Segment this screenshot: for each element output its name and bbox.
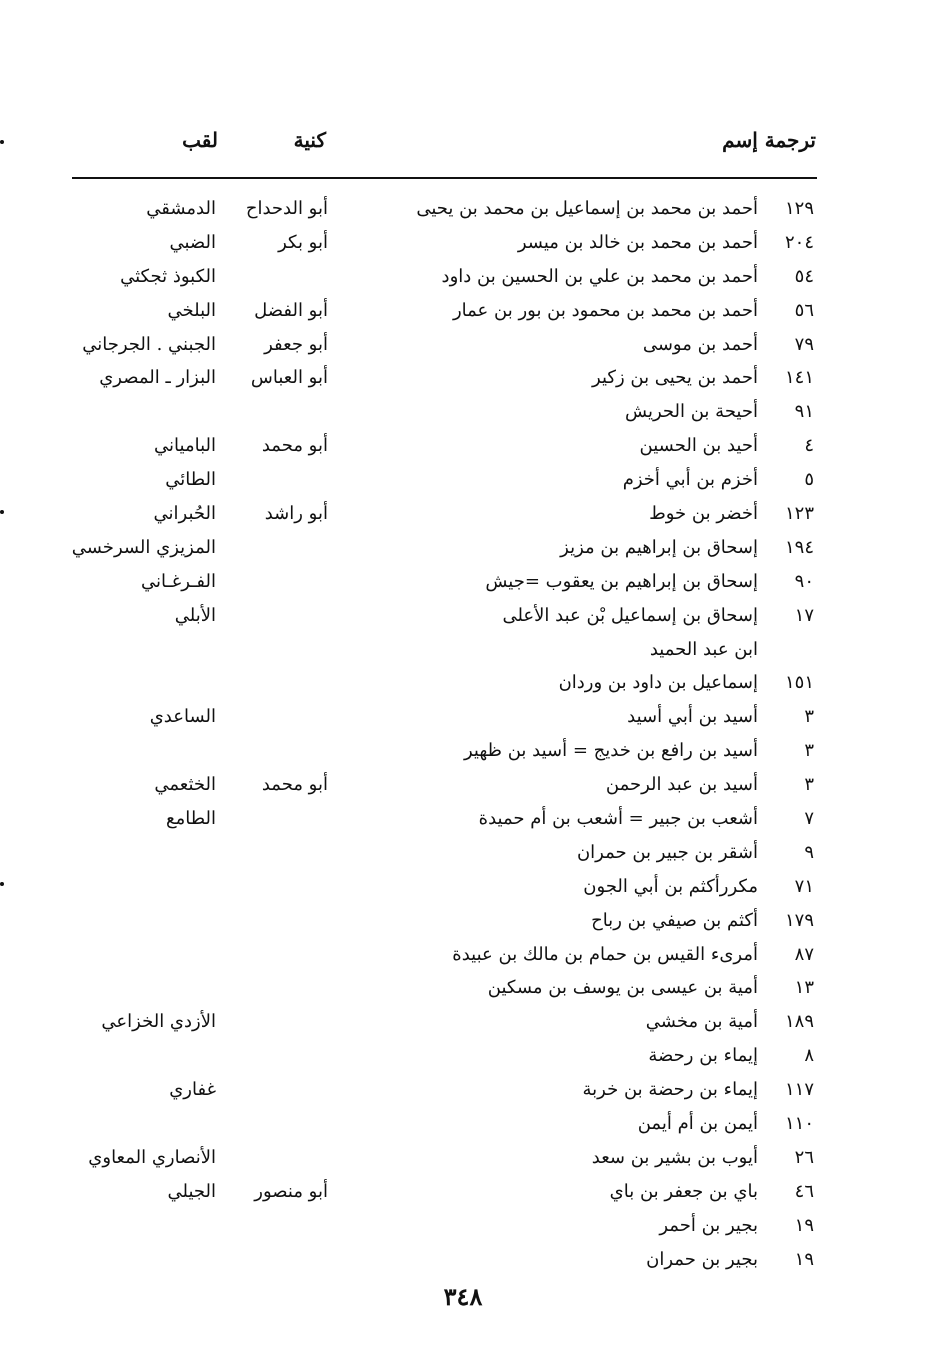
column-header-name: ترجمة إسم	[722, 128, 816, 152]
entry-name: أحمد بن موسى	[642, 333, 758, 355]
page-number: ٣٤٨	[443, 1282, 483, 1311]
entry-name: أمية بن عيسى بن يوسف بن مسكين	[487, 977, 758, 999]
table-row	[0, 701, 926, 735]
entry-number: ١٢٣	[784, 503, 814, 525]
entry-name: ابن عبد الحميد	[649, 638, 758, 660]
entry-number: ٣	[804, 706, 814, 728]
table-row	[0, 1006, 926, 1040]
table-row	[0, 1142, 926, 1176]
entry-number: ٩	[804, 841, 814, 863]
table-row	[0, 1074, 926, 1108]
table-row	[0, 803, 926, 837]
table-row	[0, 1176, 926, 1210]
entry-number: ٨	[804, 1045, 814, 1067]
entry-laqab: الطائي	[165, 469, 216, 491]
entry-laqab: المزيزي السرخسي	[71, 536, 216, 558]
entry-laqab: الجيلي	[167, 1180, 216, 1202]
entry-number: ١٣	[794, 977, 814, 999]
table-row	[0, 566, 926, 600]
header-divider	[72, 177, 817, 179]
entry-laqab: البلخي	[167, 299, 216, 321]
entry-number: ١٩	[794, 1214, 814, 1236]
entry-number: ٣	[804, 740, 814, 762]
entry-kunya: أبو بكر	[278, 231, 328, 253]
entry-laqab: الفـرغـاني	[141, 570, 216, 592]
table-row	[0, 1108, 926, 1142]
entry-laqab: الجبني . الجرجاني	[82, 333, 216, 355]
entry-name: أيمن بن أم أيمن	[637, 1113, 758, 1135]
entry-name: أسيد بن عبد الرحمن	[605, 774, 758, 796]
entry-number: ١٧	[794, 604, 814, 626]
entry-number: ١٥١	[784, 672, 814, 694]
entry-number: ٤	[804, 435, 814, 457]
entry-name: مكررأكثم بن أبي الجون	[583, 875, 758, 897]
entry-number: ٩١	[794, 401, 814, 423]
entry-laqab: الأنصاري المعاوي	[88, 1146, 216, 1168]
entry-name: باي بن جعفر بن باي	[609, 1180, 758, 1202]
entry-laqab: الضبي	[169, 231, 216, 253]
entry-kunya: أبو الفضل	[254, 299, 328, 321]
entry-kunya: أبو راشد	[264, 503, 328, 525]
entry-number: ٧	[804, 808, 814, 830]
entry-number: ١١٧	[784, 1079, 814, 1101]
entry-name: أشقر بن جبير بن حمران	[576, 841, 758, 863]
entry-name: أخضر بن خوط	[649, 503, 758, 525]
entry-name: أكثم بن صيفي بن رباح	[591, 909, 758, 931]
entry-laqab: الطامع	[166, 808, 216, 830]
table-row	[0, 871, 926, 905]
entry-laqab: الكبوذ ثجكثي	[120, 265, 216, 287]
entry-name: أحمد بن محمد بن خالد بن ميسر	[517, 231, 758, 253]
entry-name: إسحاق بن إبراهيم بن مزيز	[560, 536, 758, 558]
entry-number: ٥٤	[794, 265, 814, 287]
table-row	[0, 634, 926, 668]
table-row	[0, 1244, 926, 1278]
entry-name: أحمد بن محمد بن علي بن الحسين بن داود	[441, 265, 758, 287]
column-header-laqab: لقب	[182, 128, 218, 152]
table-row	[0, 362, 926, 396]
entry-laqab: الخثعمي	[154, 774, 216, 796]
entry-laqab: البزار ـ المصري	[99, 367, 216, 389]
entry-name: بجير بن حمران	[646, 1248, 758, 1270]
entry-laqab: غفاري	[169, 1079, 216, 1101]
entry-number: ١٩٤	[784, 536, 814, 558]
entry-number: ١٨٩	[784, 1011, 814, 1033]
entry-name: أخزم بن أبي أخزم	[622, 469, 758, 491]
table-row	[0, 329, 926, 363]
entry-name: بجير بن أحمر	[659, 1214, 758, 1236]
entry-number: ٥	[804, 469, 814, 491]
entry-laqab: الأبلي	[174, 604, 216, 626]
entry-name: إسحاق بن إبراهيم بن يعقوب =جيش	[485, 570, 758, 592]
entry-number: ٧٩	[794, 333, 814, 355]
table-row	[0, 295, 926, 329]
index-table	[0, 193, 926, 1278]
entry-laqab: الدمشقي	[146, 198, 216, 219]
table-row	[0, 1210, 926, 1244]
entry-number: ٧١	[794, 875, 814, 897]
table-row	[0, 600, 926, 634]
entry-kunya: أبو محمد	[261, 774, 328, 796]
entry-laqab: البامياني	[154, 435, 216, 457]
table-row	[0, 972, 926, 1006]
table-row	[0, 396, 926, 430]
margin-mark	[0, 882, 4, 886]
entry-number: ٤٦	[794, 1180, 814, 1202]
entry-number: ٥٦	[794, 299, 814, 321]
table-row	[0, 667, 926, 701]
entry-kunya: أبو محمد	[261, 435, 328, 457]
table-row	[0, 430, 926, 464]
table-row	[0, 498, 926, 532]
entry-number: ٣	[804, 774, 814, 796]
margin-mark	[0, 140, 4, 144]
table-row	[0, 464, 926, 498]
entry-name: أحمد بن محمد بن محمود بن بور بن عمار	[452, 299, 758, 321]
entry-number: ٢٠٤	[784, 231, 814, 253]
margin-mark	[0, 510, 4, 514]
entry-name: أسيد بن رافع بن خديج = أسيد بن ظهير	[464, 740, 758, 762]
entry-kunya: أبو منصور	[254, 1180, 328, 1202]
table-row	[0, 939, 926, 973]
entry-kunya: أبو العباس	[250, 367, 328, 389]
entry-number: ١٩	[794, 1248, 814, 1270]
table-row	[0, 735, 926, 769]
entry-name: أشعب بن جبير = أشعب بن أم حميدة	[478, 808, 758, 830]
entry-number: ١٤١	[784, 367, 814, 389]
table-row	[0, 837, 926, 871]
entry-number: ٩٠	[794, 570, 814, 592]
entry-kunya: أبو الدحداح	[245, 198, 328, 219]
table-row	[0, 193, 926, 227]
entry-name: أحمد بن محمد بن إسماعيل بن محمد بن يحيى	[416, 198, 758, 219]
entry-name: أمية بن مخشي	[645, 1011, 758, 1033]
entry-number: ١٧٩	[784, 909, 814, 931]
table-row	[0, 905, 926, 939]
table-row	[0, 1040, 926, 1074]
entry-name: أمرىء القيس بن حمام بن مالك بن عبيدة	[452, 943, 758, 965]
entry-name: أيوب بن بشير بن سعد	[591, 1146, 758, 1168]
entry-name: أحيد بن الحسين	[639, 435, 758, 457]
entry-name: أسيد بن أبي أسيد	[627, 706, 758, 728]
entry-laqab: الأزدي الخزاعي	[101, 1011, 216, 1033]
entry-number: ٨٧	[794, 943, 814, 965]
column-header-kunya: كنية	[293, 128, 326, 152]
entry-number: ٢٦	[794, 1146, 814, 1168]
entry-number: ١٢٩	[784, 198, 814, 219]
table-row	[0, 769, 926, 803]
entry-name: أحمد بن يحيى بن زكير	[592, 367, 758, 389]
entry-name: إسماعيل بن داود بن وردان	[558, 672, 758, 694]
entry-name: إيماء بن رحضة بن خربة	[582, 1079, 758, 1101]
entry-name: إسحاق بن إسماعيل بْن عبد الأعلى	[502, 604, 758, 626]
entry-name: إيماء بن رحضة	[648, 1045, 758, 1067]
entry-kunya: أبو جعفر	[264, 333, 328, 355]
entry-laqab: الساعدي	[149, 706, 216, 728]
table-row	[0, 261, 926, 295]
entry-name: أحيحة بن الحريش	[625, 401, 758, 423]
entry-laqab: الحُبراني	[153, 503, 216, 525]
table-row	[0, 227, 926, 261]
entry-number: ١١٠	[784, 1113, 814, 1135]
table-row	[0, 532, 926, 566]
